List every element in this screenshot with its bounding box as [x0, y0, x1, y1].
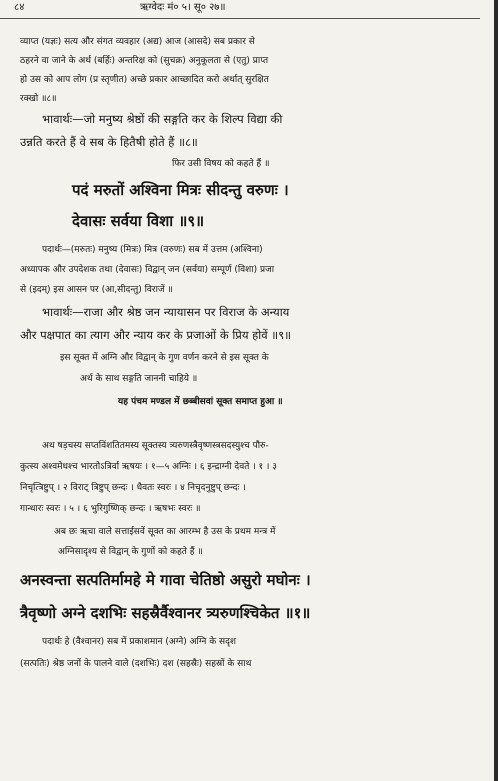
summary-line: इस सूक्त में अग्नि और विद्वान् के गुण वर्णन करने से इस सूक्त के: [60, 353, 269, 363]
intro-line: अग्निसादृश्य से विद्वान् के गुणों को कहते हैं ॥: [58, 547, 203, 557]
bhavartha-line: और पक्षपात का त्याग और न्याय कर के प्रजाओं के प्रिय होवें ॥९॥: [20, 328, 292, 342]
sukta-end-note: यह पंचम मण्डल में छब्बीसवां सूक्त समाप्त हुआ ॥: [118, 397, 283, 407]
padartha-line: पदार्थः हे (वैश्वानर) सब में प्रकाशमान (अग्ने) अग्नि के सदृश: [42, 637, 237, 647]
text-line: अध्यापक और उपदेशक तथा (देवासः) विद्वान् जन (सर्वया) सम्पूर्ण (विशा) प्रजा: [20, 265, 275, 275]
rishi-devata-line: निचृत्त्रिष्टुप् । २ विराट् त्रिष्टुप् छन्दः । धैवतः स्वरः । ४ निचृदनुष्टुप् छन्दः ।: [20, 483, 246, 493]
text-line: व्याप्त (यज्ञः) सत्य और संगत व्यवहार (अद्य) आज (आसदे) सब प्रकार से: [20, 37, 255, 47]
rishi-devata-line: गान्धारः स्वरः । ५ । ६ भुरिगुष्णिक् छन्दः । ऋषभः स्वरः ॥: [20, 504, 201, 514]
text-line: हो उस को आप लोग (प्र स्तृणीत) अच्छे प्रकार आच्छादित करो अर्थात् सुरक्षित: [20, 75, 269, 85]
verse-line: पदं मरुतों अश्विना मित्रः सीदन्तु वरुणः ।: [72, 181, 289, 199]
topic-heading: फिर उसी विषय को कहते हैं ॥: [172, 159, 270, 169]
intro-line: अब छः ऋचा वाले सत्ताईसवें सूक्त का आरम्भ है उस के प्रथम मन्त्र में: [54, 527, 276, 537]
bhavartha-line: भावार्थः—जो मनुष्य श्रेष्ठों की सङ्गति कर के शिल्प विद्या की: [42, 112, 283, 126]
running-title: ऋग्वेदः मं० ५। सू० २७॥: [140, 2, 226, 13]
rishi-devata-line: अथ षड़चस्य सप्तविंशतितमस्य सूक्तस्य त्र्यरुणस्त्रैवृष्णस्त्रसदस्युश्च पौरु-: [42, 441, 269, 451]
bhavartha-line: भावार्थः—राजा और श्रेष्ठ जन न्यायासन पर विराज के अन्याय: [42, 305, 290, 319]
summary-line: अर्थ के साथ सङ्गति जाननी चाहिये ॥: [80, 374, 198, 384]
verse-line: देवासः सर्वया विशा ॥९॥: [72, 212, 205, 230]
bhavartha-line: उन्नति करते हैं वे सब के हितैषी होते हैं ॥८॥: [20, 135, 198, 149]
text-line: रक्खो ॥८॥: [20, 94, 57, 104]
verse-line: अनस्वन्ता सत्पतिर्मामहे मे गावा चेतिष्ठो असुरो मघोनः ।: [20, 571, 311, 589]
padartha-line: पदार्थः—(मरुतः) मनुष्य (मित्रः) मित्र (वरुणः) सब में उत्तम (अश्विना): [42, 245, 263, 255]
page-edge: [494, 0, 498, 781]
header-rule: [0, 18, 480, 19]
page-number: ८४: [14, 2, 25, 13]
text-line: से (इदम्) इस आसन पर (आ,सीदन्तु) विराजें ॥: [20, 285, 173, 295]
verse-line: त्रैवृष्णो अग्ने दशभिः सहस्रैर्वैश्वानर त्र्यरुणश्चिकेत ॥१॥: [20, 604, 311, 622]
text-line: (सत्पतिः) श्रेष्ठ जनों के पालने वाले (दशभिः) दश (सहस्रैः) सहस्रों के साथ: [20, 659, 252, 669]
text-line: ठहरने वा जाने के अर्थ (बर्हिः) अन्तरिक्ष को (सुचक्र) अनुकूलता से (एतु) प्राप्त: [20, 56, 269, 66]
rishi-devata-line: कुत्स्य अश्वमेधश्च भारतोऽत्रिर्वा ऋषयः । १—५ अग्निः । ६ इन्द्राग्नी देवते । १ । ३: [20, 462, 277, 472]
